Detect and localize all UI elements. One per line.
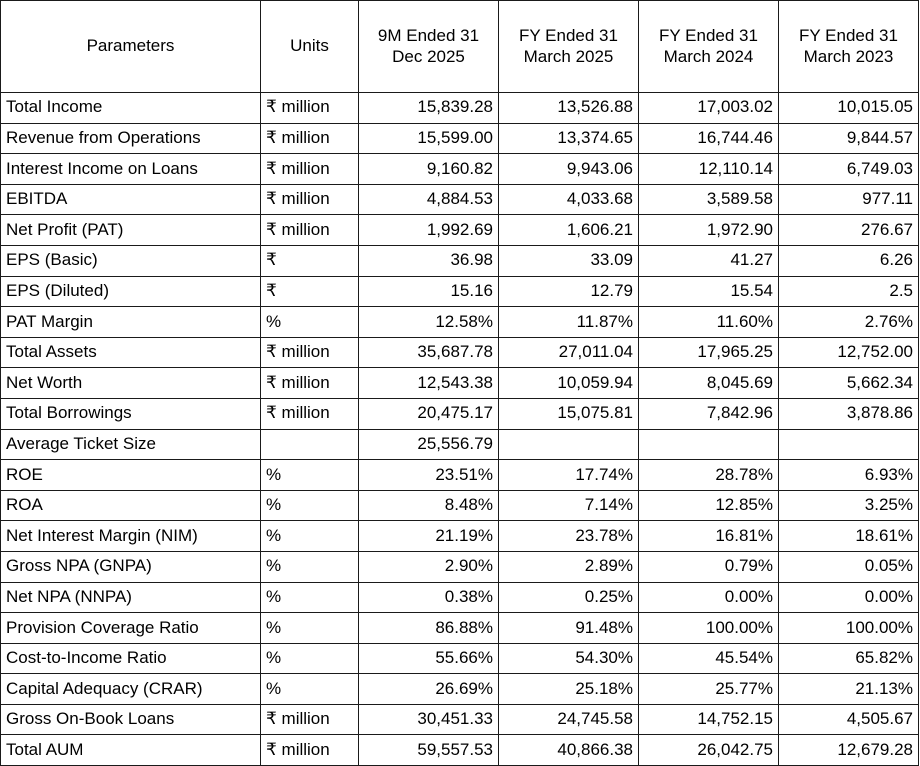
header-line: March 2024 xyxy=(663,46,754,66)
row-parameter: Total Assets xyxy=(1,337,261,368)
row-value-fy-march-2023: 12,752.00 xyxy=(779,337,919,368)
row-parameter: Gross NPA (GNPA) xyxy=(1,551,261,582)
row-value-fy-march-2023: 3.25% xyxy=(779,490,919,521)
row-parameter: Average Ticket Size xyxy=(1,429,261,460)
row-value-fy-march-2025: 33.09 xyxy=(499,245,639,276)
row-value-9m-dec-2025: 9,160.82 xyxy=(359,154,499,185)
row-units: ₹ xyxy=(261,276,359,307)
row-value-fy-march-2025 xyxy=(499,429,639,460)
row-value-fy-march-2023 xyxy=(779,429,919,460)
row-units: % xyxy=(261,521,359,552)
row-value-fy-march-2023: 6.93% xyxy=(779,460,919,491)
table-row xyxy=(1,276,919,307)
row-value-fy-march-2024: 45.54% xyxy=(639,643,779,674)
column-header-fy-march-2025 xyxy=(499,1,639,93)
row-units: ₹ million xyxy=(261,704,359,735)
row-value-9m-dec-2025: 4,884.53 xyxy=(359,184,499,215)
table-row xyxy=(1,490,919,521)
row-units: ₹ million xyxy=(261,368,359,399)
row-units: % xyxy=(261,613,359,644)
row-value-9m-dec-2025: 12,543.38 xyxy=(359,368,499,399)
column-header-fy-march-2023 xyxy=(779,1,919,93)
row-value-fy-march-2024: 100.00% xyxy=(639,613,779,644)
row-units: ₹ million xyxy=(261,398,359,429)
row-value-fy-march-2024: 15.54 xyxy=(639,276,779,307)
table-row xyxy=(1,429,919,460)
row-value-fy-march-2025: 1,606.21 xyxy=(499,215,639,246)
row-parameter: Net NPA (NNPA) xyxy=(1,582,261,613)
header-line: FY Ended 31 xyxy=(799,25,898,45)
row-value-9m-dec-2025: 59,557.53 xyxy=(359,735,499,766)
row-value-fy-march-2024 xyxy=(639,429,779,460)
row-value-fy-march-2025: 24,745.58 xyxy=(499,704,639,735)
row-units: ₹ million xyxy=(261,735,359,766)
row-value-fy-march-2023: 276.67 xyxy=(779,215,919,246)
row-units: ₹ million xyxy=(261,123,359,154)
row-value-9m-dec-2025: 15,599.00 xyxy=(359,123,499,154)
table-row xyxy=(1,337,919,368)
row-value-fy-march-2024: 25.77% xyxy=(639,674,779,705)
row-units: ₹ million xyxy=(261,93,359,124)
row-parameter: ROE xyxy=(1,460,261,491)
row-value-9m-dec-2025: 86.88% xyxy=(359,613,499,644)
table-row xyxy=(1,368,919,399)
row-value-fy-march-2024: 7,842.96 xyxy=(639,398,779,429)
row-units: % xyxy=(261,460,359,491)
header-line: 9M Ended 31 xyxy=(377,25,480,45)
row-value-fy-march-2024: 12,110.14 xyxy=(639,154,779,185)
table-row xyxy=(1,613,919,644)
row-value-fy-march-2024: 16,744.46 xyxy=(639,123,779,154)
row-value-fy-march-2025: 27,011.04 xyxy=(499,337,639,368)
row-value-fy-march-2025: 91.48% xyxy=(499,613,639,644)
row-value-9m-dec-2025: 25,556.79 xyxy=(359,429,499,460)
row-units: ₹ million xyxy=(261,215,359,246)
table-row xyxy=(1,398,919,429)
row-value-9m-dec-2025: 15.16 xyxy=(359,276,499,307)
row-value-fy-march-2023: 9,844.57 xyxy=(779,123,919,154)
table-row xyxy=(1,93,919,124)
row-parameter: ROA xyxy=(1,490,261,521)
row-value-fy-march-2024: 0.00% xyxy=(639,582,779,613)
row-units: % xyxy=(261,307,359,338)
row-value-fy-march-2024: 41.27 xyxy=(639,245,779,276)
row-parameter: Capital Adequacy (CRAR) xyxy=(1,674,261,705)
row-value-fy-march-2023: 5,662.34 xyxy=(779,368,919,399)
row-value-fy-march-2023: 12,679.28 xyxy=(779,735,919,766)
row-parameter: Total Income xyxy=(1,93,261,124)
row-parameter: Gross On-Book Loans xyxy=(1,704,261,735)
row-value-fy-march-2023: 3,878.86 xyxy=(779,398,919,429)
table-row xyxy=(1,643,919,674)
row-value-9m-dec-2025: 21.19% xyxy=(359,521,499,552)
row-parameter: Net Profit (PAT) xyxy=(1,215,261,246)
row-value-fy-march-2023: 0.00% xyxy=(779,582,919,613)
header-line: Units xyxy=(290,36,329,56)
row-value-fy-march-2024: 8,045.69 xyxy=(639,368,779,399)
row-value-9m-dec-2025: 2.90% xyxy=(359,551,499,582)
row-value-fy-march-2024: 11.60% xyxy=(639,307,779,338)
row-value-fy-march-2023: 6.26 xyxy=(779,245,919,276)
row-units: % xyxy=(261,490,359,521)
table-row xyxy=(1,123,919,154)
row-value-fy-march-2023: 2.5 xyxy=(779,276,919,307)
row-value-9m-dec-2025: 12.58% xyxy=(359,307,499,338)
row-value-9m-dec-2025: 0.38% xyxy=(359,582,499,613)
row-value-fy-march-2023: 100.00% xyxy=(779,613,919,644)
table-row xyxy=(1,704,919,735)
row-value-9m-dec-2025: 8.48% xyxy=(359,490,499,521)
row-units: ₹ xyxy=(261,245,359,276)
table-row xyxy=(1,582,919,613)
row-parameter: EPS (Basic) xyxy=(1,245,261,276)
row-value-9m-dec-2025: 55.66% xyxy=(359,643,499,674)
table-row xyxy=(1,245,919,276)
row-value-9m-dec-2025: 26.69% xyxy=(359,674,499,705)
row-value-fy-march-2023: 2.76% xyxy=(779,307,919,338)
row-value-fy-march-2023: 6,749.03 xyxy=(779,154,919,185)
row-value-fy-march-2024: 0.79% xyxy=(639,551,779,582)
row-value-fy-march-2023: 65.82% xyxy=(779,643,919,674)
row-value-fy-march-2025: 54.30% xyxy=(499,643,639,674)
table-header xyxy=(1,1,919,93)
table-row xyxy=(1,735,919,766)
row-value-fy-march-2025: 17.74% xyxy=(499,460,639,491)
row-value-fy-march-2025: 15,075.81 xyxy=(499,398,639,429)
table-row xyxy=(1,674,919,705)
row-parameter: Total AUM xyxy=(1,735,261,766)
row-units: % xyxy=(261,643,359,674)
row-value-fy-march-2025: 25.18% xyxy=(499,674,639,705)
table-row xyxy=(1,184,919,215)
table-row xyxy=(1,460,919,491)
row-units: % xyxy=(261,551,359,582)
row-value-9m-dec-2025: 1,992.69 xyxy=(359,215,499,246)
row-value-9m-dec-2025: 36.98 xyxy=(359,245,499,276)
row-value-fy-march-2024: 16.81% xyxy=(639,521,779,552)
row-value-fy-march-2025: 13,526.88 xyxy=(499,93,639,124)
column-header-parameters xyxy=(1,1,261,93)
row-parameter: Net Worth xyxy=(1,368,261,399)
header-row xyxy=(1,1,919,93)
row-value-fy-march-2025: 0.25% xyxy=(499,582,639,613)
row-value-fy-march-2025: 13,374.65 xyxy=(499,123,639,154)
row-value-fy-march-2024: 1,972.90 xyxy=(639,215,779,246)
header-line: March 2025 xyxy=(523,46,614,66)
row-units: ₹ million xyxy=(261,184,359,215)
row-value-9m-dec-2025: 30,451.33 xyxy=(359,704,499,735)
header-line: FY Ended 31 xyxy=(659,25,758,45)
row-value-fy-march-2023: 977.11 xyxy=(779,184,919,215)
column-header-fy-march-2024 xyxy=(639,1,779,93)
row-value-9m-dec-2025: 20,475.17 xyxy=(359,398,499,429)
row-value-fy-march-2024: 17,965.25 xyxy=(639,337,779,368)
row-parameter: Total Borrowings xyxy=(1,398,261,429)
row-value-fy-march-2025: 4,033.68 xyxy=(499,184,639,215)
row-value-9m-dec-2025: 15,839.28 xyxy=(359,93,499,124)
table-row xyxy=(1,551,919,582)
row-value-fy-march-2023: 21.13% xyxy=(779,674,919,705)
row-units: % xyxy=(261,582,359,613)
row-units xyxy=(261,429,359,460)
row-parameter: PAT Margin xyxy=(1,307,261,338)
row-value-fy-march-2025: 10,059.94 xyxy=(499,368,639,399)
row-value-fy-march-2025: 9,943.06 xyxy=(499,154,639,185)
row-value-fy-march-2024: 28.78% xyxy=(639,460,779,491)
row-value-fy-march-2024: 12.85% xyxy=(639,490,779,521)
row-value-fy-march-2024: 26,042.75 xyxy=(639,735,779,766)
header-line: FY Ended 31 xyxy=(519,25,618,45)
row-value-fy-march-2024: 14,752.15 xyxy=(639,704,779,735)
row-parameter: Revenue from Operations xyxy=(1,123,261,154)
table-row xyxy=(1,215,919,246)
column-header-9m-dec-2025 xyxy=(359,1,499,93)
row-units: ₹ million xyxy=(261,337,359,368)
row-value-fy-march-2023: 10,015.05 xyxy=(779,93,919,124)
row-value-fy-march-2024: 3,589.58 xyxy=(639,184,779,215)
row-value-fy-march-2023: 18.61% xyxy=(779,521,919,552)
table-body xyxy=(1,93,919,766)
row-units: % xyxy=(261,674,359,705)
header-line: March 2023 xyxy=(803,46,894,66)
table-row xyxy=(1,521,919,552)
row-parameter: Interest Income on Loans xyxy=(1,154,261,185)
row-value-fy-march-2025: 40,866.38 xyxy=(499,735,639,766)
header-line: Dec 2025 xyxy=(392,46,465,66)
row-parameter: Cost-to-Income Ratio xyxy=(1,643,261,674)
row-value-9m-dec-2025: 23.51% xyxy=(359,460,499,491)
row-value-fy-march-2025: 7.14% xyxy=(499,490,639,521)
row-parameter: EPS (Diluted) xyxy=(1,276,261,307)
row-parameter: Net Interest Margin (NIM) xyxy=(1,521,261,552)
row-value-fy-march-2025: 12.79 xyxy=(499,276,639,307)
table-row xyxy=(1,154,919,185)
row-value-fy-march-2025: 2.89% xyxy=(499,551,639,582)
row-parameter: Provision Coverage Ratio xyxy=(1,613,261,644)
column-header-units xyxy=(261,1,359,93)
row-parameter: EBITDA xyxy=(1,184,261,215)
row-value-fy-march-2025: 11.87% xyxy=(499,307,639,338)
row-value-fy-march-2023: 0.05% xyxy=(779,551,919,582)
header-line: Parameters xyxy=(86,36,175,56)
row-value-fy-march-2023: 4,505.67 xyxy=(779,704,919,735)
table-row xyxy=(1,307,919,338)
row-units: ₹ million xyxy=(261,154,359,185)
row-value-fy-march-2024: 17,003.02 xyxy=(639,93,779,124)
row-value-9m-dec-2025: 35,687.78 xyxy=(359,337,499,368)
row-value-fy-march-2025: 23.78% xyxy=(499,521,639,552)
